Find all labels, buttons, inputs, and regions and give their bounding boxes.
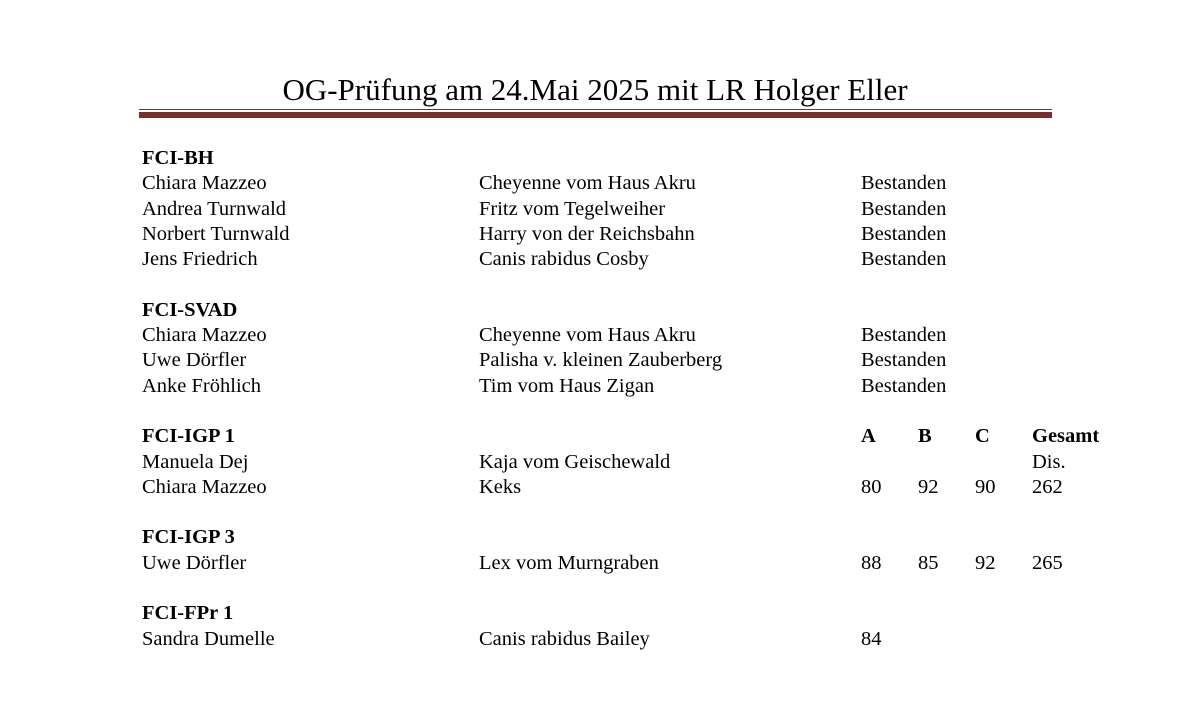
handler-name: Chiara Mazzeo bbox=[142, 172, 267, 195]
result-row bbox=[142, 450, 1142, 475]
section-heading-label: FCI-IGP 3 bbox=[142, 526, 235, 549]
result-text: Bestanden bbox=[861, 324, 947, 347]
result-row bbox=[142, 627, 1142, 652]
result-text: Bestanden bbox=[861, 248, 947, 271]
score-total: Dis. bbox=[1032, 450, 1066, 473]
dog-name: Canis rabidus Bailey bbox=[479, 627, 650, 650]
result-row bbox=[142, 374, 1142, 399]
result-text: Bestanden bbox=[861, 172, 947, 195]
result-row bbox=[142, 222, 1142, 247]
result-row bbox=[142, 323, 1142, 348]
result-row bbox=[142, 475, 1142, 500]
section-heading-label: FCI-BH bbox=[142, 147, 214, 169]
dog-name: Canis rabidus Cosby bbox=[479, 248, 649, 271]
section-heading-bh bbox=[142, 146, 1142, 171]
handler-name: Norbert Turnwald bbox=[142, 222, 290, 245]
score-c: 92 bbox=[975, 551, 996, 574]
title-rule-thick bbox=[139, 112, 1052, 118]
dog-name: Palisha v. kleinen Zauberberg bbox=[479, 349, 723, 372]
result-text: Bestanden bbox=[861, 222, 947, 245]
result-row bbox=[142, 247, 1142, 272]
handler-name: Uwe Dörfler bbox=[142, 551, 247, 574]
result-text: Bestanden bbox=[861, 374, 947, 397]
score-a: 84 bbox=[861, 627, 882, 650]
section-heading-igp3 bbox=[142, 525, 1142, 550]
section-heading-fpr1 bbox=[142, 601, 1142, 626]
result-row bbox=[142, 197, 1142, 222]
dog-name: Fritz vom Tegelweiher bbox=[479, 197, 666, 220]
score-c: 90 bbox=[975, 475, 996, 498]
section-heading-label: FCI-IGP 1 bbox=[142, 425, 235, 448]
section-heading-igp1 bbox=[142, 424, 1142, 449]
score-total: 265 bbox=[1032, 551, 1063, 574]
handler-name: Uwe Dörfler bbox=[142, 349, 247, 372]
handler-name: Manuela Dej bbox=[142, 450, 249, 473]
score-b: 85 bbox=[918, 551, 939, 574]
dog-name: Cheyenne vom Haus Akru bbox=[479, 172, 696, 195]
column-header-c: C bbox=[975, 425, 990, 448]
document-title: OG-Prüfung am 24.Mai 2025 mit LR Holger Eller bbox=[282, 72, 908, 107]
section-spacer bbox=[142, 272, 1142, 297]
handler-name: Sandra Dumelle bbox=[142, 627, 275, 650]
result-row bbox=[142, 551, 1142, 576]
score-a: 80 bbox=[861, 475, 882, 498]
title-rule-thin bbox=[139, 109, 1052, 110]
handler-name: Chiara Mazzeo bbox=[142, 475, 267, 498]
section-heading-svad bbox=[142, 298, 1142, 323]
column-header-b: B bbox=[918, 425, 932, 448]
section-heading-label: FCI-SVAD bbox=[142, 298, 238, 321]
dog-name: Tim vom Haus Zigan bbox=[479, 374, 655, 397]
handler-name: Chiara Mazzeo bbox=[142, 324, 267, 347]
result-text: Bestanden bbox=[861, 197, 947, 220]
section-spacer bbox=[142, 399, 1142, 424]
section-heading-label: FCI-FPr 1 bbox=[142, 602, 234, 625]
score-b: 92 bbox=[918, 475, 939, 498]
score-total: 262 bbox=[1032, 475, 1063, 498]
dog-name: Lex vom Murngraben bbox=[479, 551, 659, 574]
result-text: Bestanden bbox=[861, 349, 947, 372]
handler-name: Anke Fröhlich bbox=[142, 374, 261, 397]
result-row bbox=[142, 348, 1142, 373]
dog-name: Cheyenne vom Haus Akru bbox=[479, 324, 696, 347]
score-a: 88 bbox=[861, 551, 882, 574]
column-header-total: Gesamt bbox=[1032, 425, 1100, 448]
results-list bbox=[142, 146, 1142, 652]
handler-name: Jens Friedrich bbox=[142, 248, 258, 271]
handler-name: Andrea Turnwald bbox=[142, 197, 287, 220]
section-spacer bbox=[142, 500, 1142, 525]
dog-name: Kaja vom Geischewald bbox=[479, 450, 671, 473]
column-header-a: A bbox=[861, 425, 876, 448]
result-row bbox=[142, 171, 1142, 196]
dog-name: Harry von der Reichsbahn bbox=[479, 222, 695, 245]
section-spacer bbox=[142, 576, 1142, 601]
dog-name: Keks bbox=[479, 475, 522, 498]
